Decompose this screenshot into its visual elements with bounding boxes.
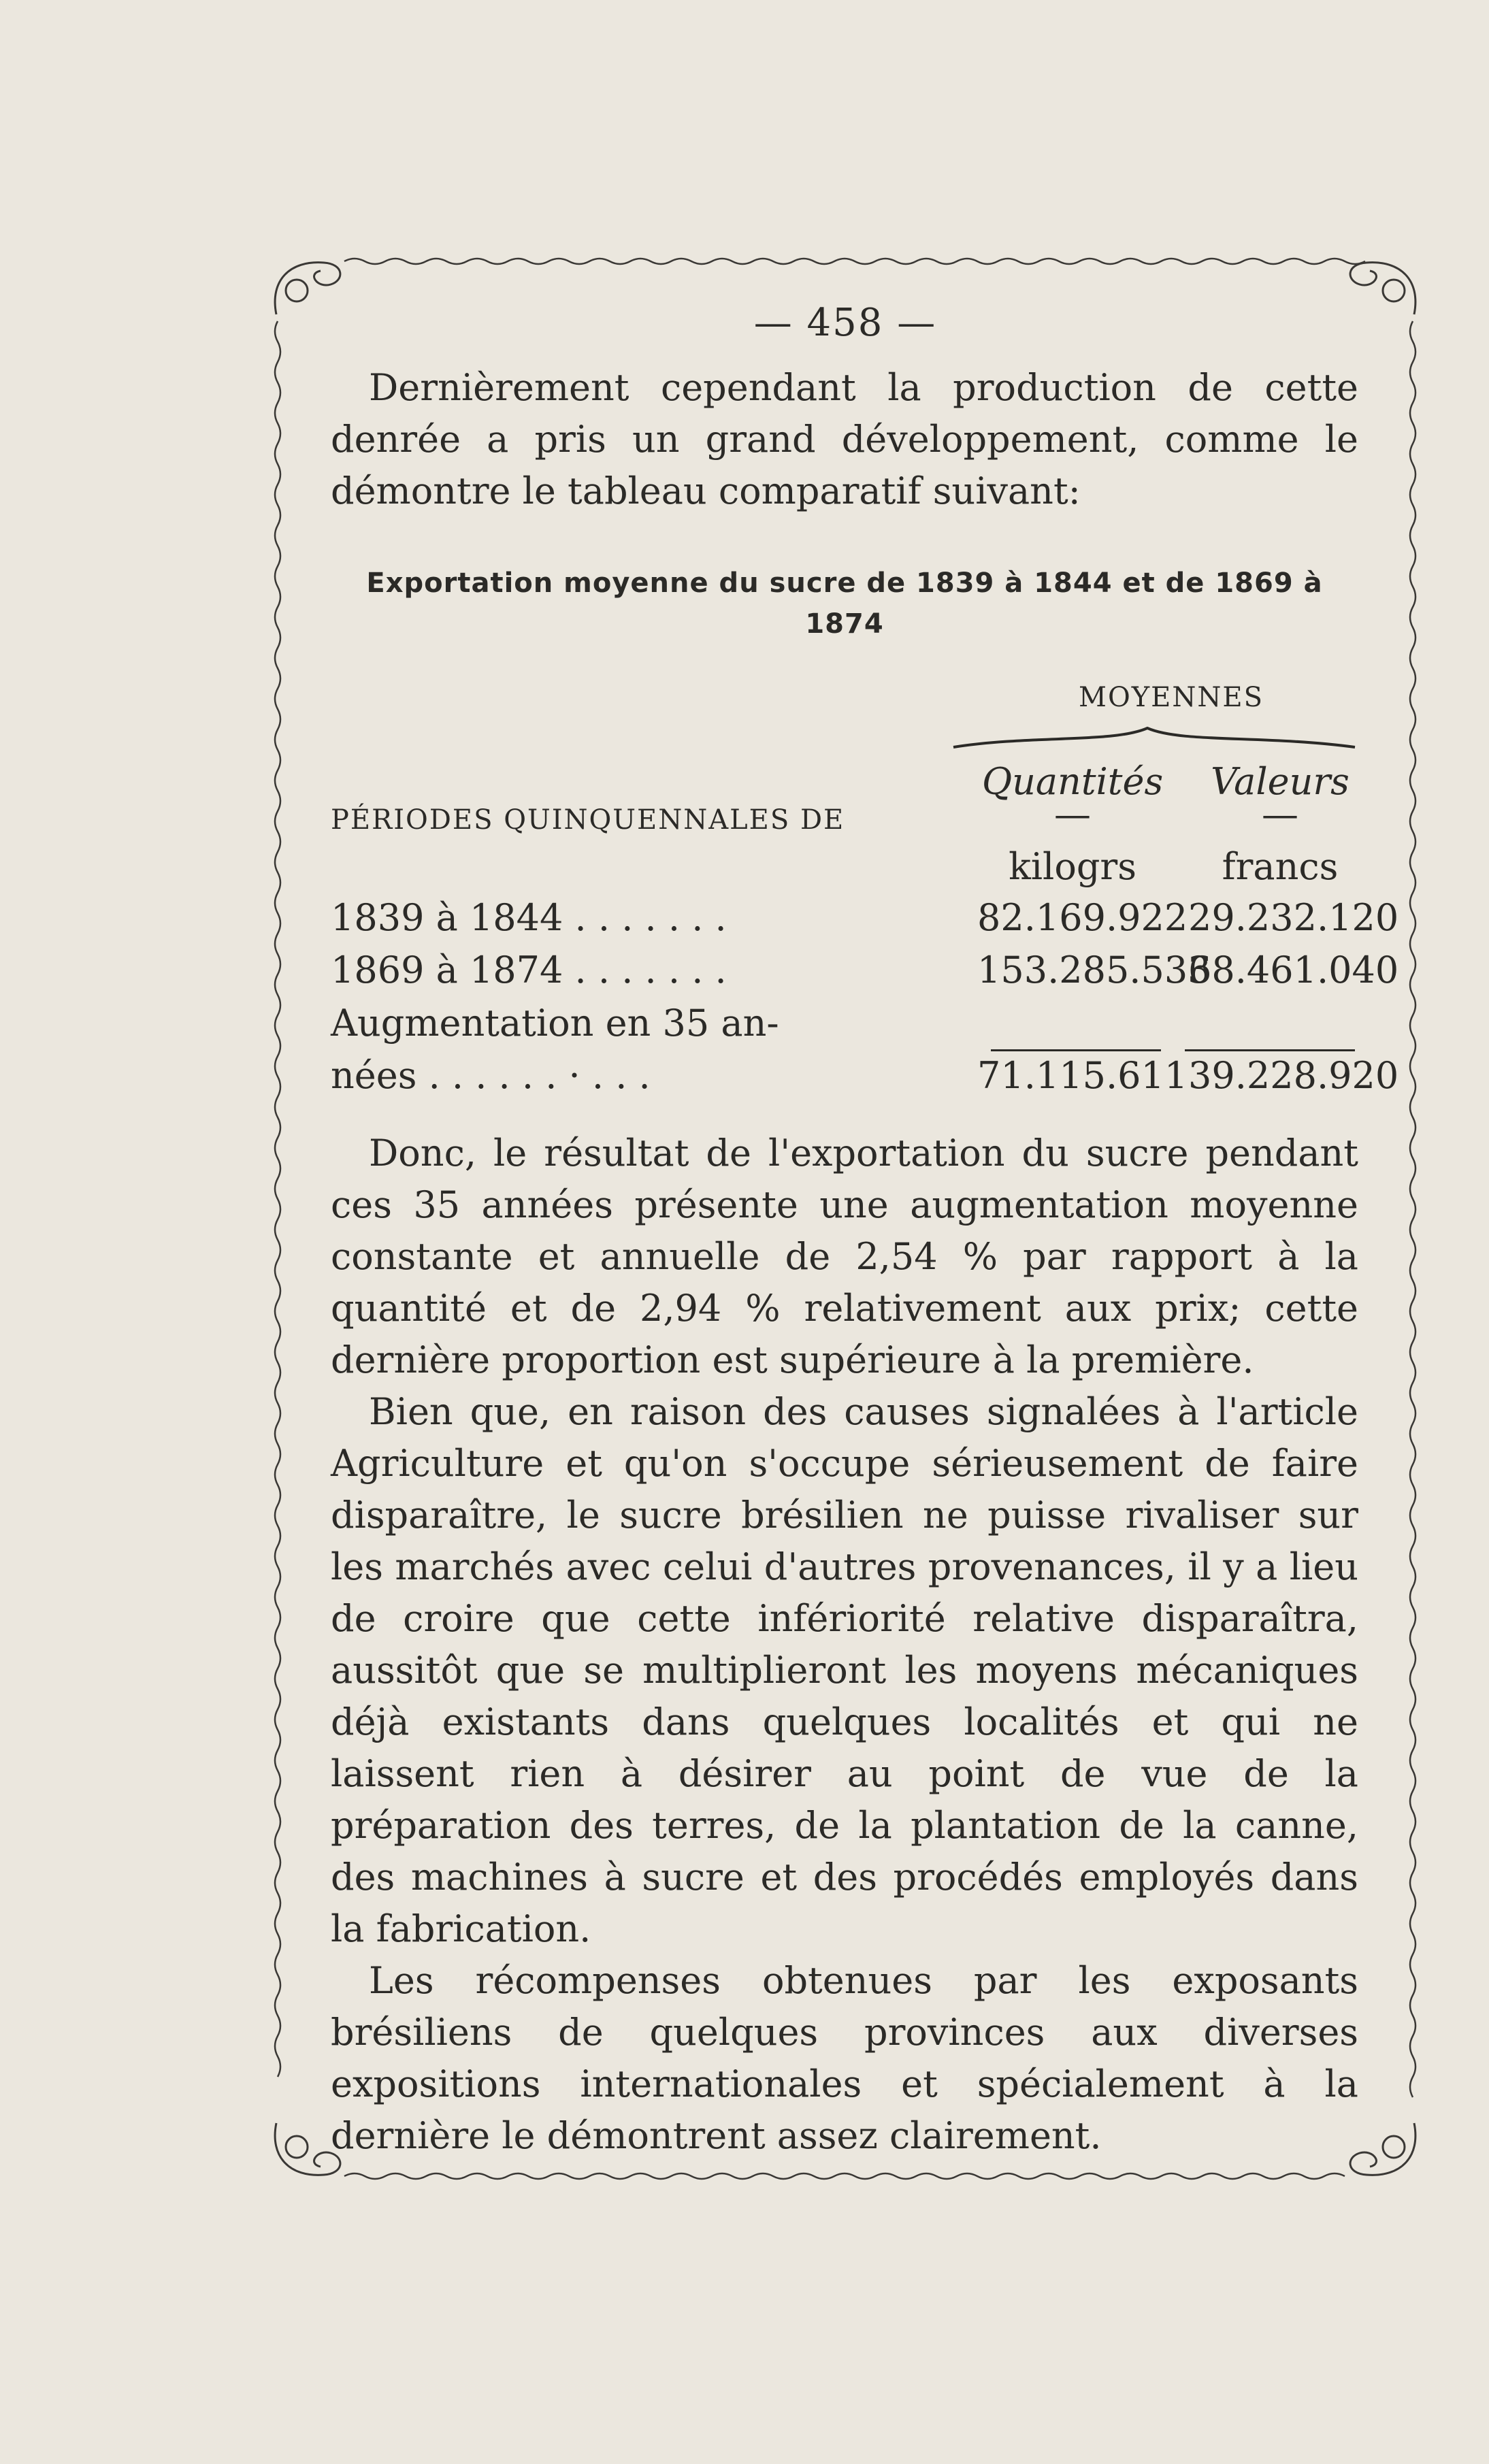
table-row-label: 1839 à 1844 . . . . . . . [331, 896, 727, 939]
table-total-valeur: 39.228.920 [1188, 1054, 1399, 1097]
table-cell-valeur: 29.232.120 [1188, 896, 1399, 939]
column-dash: — [1054, 793, 1091, 836]
ornamental-frame [269, 253, 1421, 2184]
table-row-label: 1869 à 1874 . . . . . . . [331, 949, 727, 991]
paragraph: Bien que, en raison des causes signalées à l'article Agriculture et qu'on s'occupe sérieusement de faire disparaître, le sucre brésilien ne puisse rivaliser sur les marchés avec celui d'autres provenances, il y a lieu de croire que cette infériorité relative disparaîtra, aussitôt que se multiplieront les moyens mécaniques déjà existants dans quelques localités et qui ne laissent rien à désirer au point de vue de la préparation des terres, de la plantation de la canne, des machines à sucre et des procédés employés dans la fabrication. [331, 1390, 1358, 1950]
table-title: Exportation moyenne du sucre de 1839 à 1844 et de 1869 à 1874 [366, 568, 1323, 640]
column-dash: — [1262, 793, 1298, 836]
group-header: MOYENNES [1079, 682, 1264, 713]
column-unit: francs [1222, 845, 1339, 888]
paragraph: Donc, le résultat de l'exportation du sucre pendant ces 35 années présente une augmentation moyenne constante et annuelle de 2,54 % par rapport à la quantité et de 2,94 % relativement aux prix; cette dernière proportion est supérieure à la première. [331, 1132, 1358, 1381]
table-total-quantite: 71.115.611 [977, 1054, 1188, 1097]
column-header-quantites: Quantités [981, 760, 1164, 803]
brace-icon [950, 723, 1358, 750]
table-cell-valeur: 68.461.040 [1188, 949, 1399, 991]
total-rule [1185, 1049, 1355, 1051]
table-total-label: Augmentation en 35 an- [331, 1002, 779, 1045]
table-cell-quantite: 82.169.922 [977, 896, 1188, 939]
row-header: PÉRIODES QUINQUENNALES DE [331, 804, 845, 836]
body-text [331, 1128, 1358, 2162]
table-total-label: nées . . . . . . · . . . [331, 1054, 651, 1097]
paragraph: Les récompenses obtenues par les exposants brésiliens de quelques provinces aux diverses expositions internationales et spécialement à la dernière le démontrent assez clairement. [331, 1959, 1358, 2157]
total-rule [991, 1049, 1161, 1051]
page-number: — 458 — [753, 301, 937, 345]
column-unit: kilogrs [1009, 845, 1136, 888]
column-header-valeurs: Valeurs [1211, 760, 1349, 803]
intro-paragraph [331, 362, 1358, 517]
table-cell-quantite: 153.285.533 [977, 949, 1211, 991]
paragraph: Dernièrement cependant la production de cette denrée a pris un grand développement, comme le démontre le tableau comparatif suivant: [331, 366, 1358, 512]
corner-ornament-icon [1350, 2123, 1416, 2175]
